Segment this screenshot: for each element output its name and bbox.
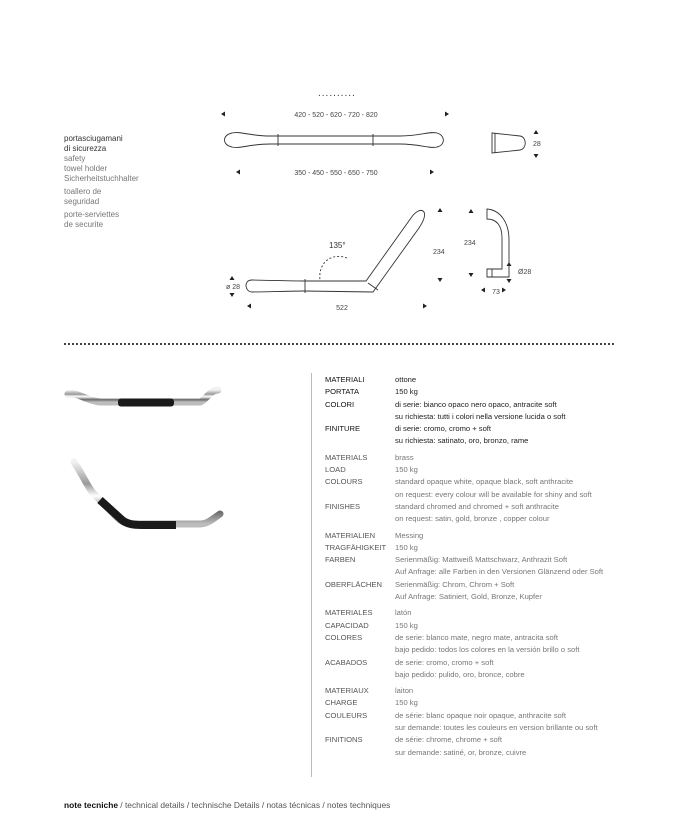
spec-key: MATERIALI <box>325 375 365 384</box>
spec-row <box>325 435 625 447</box>
spec-row <box>325 476 625 488</box>
arrow-right-icon <box>423 304 427 309</box>
dim-width: 522 <box>336 305 348 312</box>
spec-row <box>325 501 625 513</box>
spec-row <box>325 734 625 746</box>
arrow-down-icon <box>230 293 235 297</box>
spec-value: standard chromed and chromed + soft anthracite <box>395 501 559 511</box>
dim-bottom-lengths: 350 - 450 - 550 - 650 - 750 <box>294 170 378 177</box>
dim-depth: 73 <box>492 289 500 296</box>
spec-key <box>325 669 395 681</box>
spec-value: 150 kg <box>395 698 418 708</box>
spec-value: su richiesta: satinato, oro, bronzo, rame <box>395 436 529 446</box>
spec-key <box>325 591 395 603</box>
spec-key: PORTATA <box>325 387 360 397</box>
spec-value: 150 kg <box>395 465 418 475</box>
spec-key: MATERIALIEN <box>325 530 376 540</box>
spec-key <box>325 644 395 656</box>
spec-value: Messing <box>395 530 424 540</box>
spec-value: on request: satin, gold, bronze , copper colour <box>395 514 550 524</box>
spec-key: COLOURS <box>325 477 363 487</box>
spec-row <box>325 452 625 464</box>
end-profile <box>492 133 525 153</box>
spec-row <box>325 423 625 435</box>
spec-value: de série: blanc opaque noir opaque, anthracite soft <box>395 710 566 720</box>
spec-row <box>325 685 625 697</box>
spec-key <box>325 435 395 447</box>
spec-key <box>325 513 395 525</box>
spec-key: FARBEN <box>325 555 356 565</box>
spec-row <box>325 579 625 591</box>
spec-key <box>325 411 395 423</box>
arrow-down-icon <box>469 273 474 277</box>
dim-height-b: 234 <box>464 240 476 247</box>
straight-bar-outline <box>225 133 444 148</box>
spec-row <box>325 632 625 644</box>
product-name-line: seguridad <box>64 197 100 206</box>
angle-arc <box>320 256 347 280</box>
spec-row <box>325 722 625 734</box>
spec-value: sur demande: satiné, or, bronze, cuivre <box>395 747 527 757</box>
dim-diameter-right: Ø28 <box>518 269 532 276</box>
spec-key: FINITURE <box>325 424 361 434</box>
spec-key: MATERIALES <box>325 608 373 618</box>
spec-key: MATERIALS <box>325 452 368 462</box>
spec-row <box>325 411 625 423</box>
spec-value: Serienmäßig: Chrom, Chrom + Soft <box>395 579 515 589</box>
arrow-left-icon <box>481 288 485 293</box>
dim-end-height: 28 <box>533 141 541 148</box>
product-name-line: Sicherheitstuchhalter <box>64 174 139 183</box>
specs-block-fr <box>325 685 625 759</box>
spec-row <box>325 489 625 501</box>
spec-key <box>325 566 395 578</box>
spec-key <box>325 747 395 759</box>
spec-row <box>325 620 625 632</box>
spec-key: COULEURS <box>325 710 368 720</box>
specs-block-en <box>325 452 625 526</box>
section-divider <box>64 343 614 345</box>
vertical-divider <box>311 373 312 777</box>
spec-key: CAPACIDAD <box>325 620 369 630</box>
spec-value: sur demande: toutes les couleurs en version brillante ou soft <box>395 723 598 733</box>
spec-value: de serie: blanco mate, negro mate, antracita soft <box>395 632 558 642</box>
angled-bar-outline <box>246 210 425 292</box>
spec-value: de serie: cromo, cromo + soft <box>395 657 494 667</box>
spec-row <box>325 607 625 619</box>
specs-block-de <box>325 530 625 604</box>
spec-row <box>325 591 625 603</box>
product-name-line: porte-serviettes <box>64 210 120 219</box>
spec-key: MATERIAUX <box>325 686 369 696</box>
spec-value: latón <box>395 608 412 618</box>
top-dots: .......... <box>318 88 356 99</box>
spec-row <box>325 697 625 709</box>
arrow-right-icon <box>430 170 434 175</box>
dim-diameter-left: ø 28 <box>226 284 241 291</box>
spec-value: 150 kg <box>395 542 418 552</box>
spec-row <box>325 542 625 554</box>
spec-key: COLORES <box>325 632 363 642</box>
spec-key: CHARGE <box>325 698 358 708</box>
spec-row <box>325 464 625 476</box>
specs-table <box>325 374 625 763</box>
spec-key <box>325 722 395 734</box>
arrow-right-icon <box>445 112 449 117</box>
specs-block-it <box>325 374 625 448</box>
spec-value: brass <box>395 452 414 462</box>
spec-row <box>325 657 625 669</box>
spec-value: di serie: bianco opaco nero opaco, antracite soft <box>395 399 557 409</box>
spec-value: bajo pedido: todos los colores en la versión brillo o soft <box>395 645 580 655</box>
spec-row <box>325 399 625 411</box>
spec-key: TRAGFÄHIGKEIT <box>325 542 387 552</box>
specs-block-es <box>325 607 625 681</box>
arrow-up-icon <box>534 130 539 134</box>
dim-top-lengths: 420 - 520 - 620 - 720 - 820 <box>294 112 378 119</box>
spec-value: di serie: cromo, cromo + soft <box>395 424 492 434</box>
product-name-line: de securite <box>64 220 104 229</box>
product-name-line: di sicurezza <box>64 144 107 153</box>
spec-row <box>325 530 625 542</box>
spec-row <box>325 386 625 398</box>
footer-title: note tecniche <box>64 800 118 810</box>
footer-languages: / technical details / technische Details / notas técnicas / notes techniques <box>117 800 391 810</box>
spec-key: FINISHES <box>325 501 361 511</box>
spec-value: Auf Anfrage: alle Farben in den Versionen Glänzend oder Soft <box>395 567 604 577</box>
arrow-up-icon <box>469 209 474 213</box>
arrow-down-icon <box>507 279 512 283</box>
product-name-line: towel holder <box>64 164 108 173</box>
spec-value: Serienmäßig: Mattweiß Mattschwarz, Anthrazit Soft <box>395 555 568 565</box>
spec-row <box>325 710 625 722</box>
spec-row <box>325 554 625 566</box>
spec-value: Auf Anfrage: Satiniert, Gold, Bronze, Kupfer <box>395 592 542 602</box>
spec-value: 150 kg <box>395 387 418 397</box>
spec-value: laiton <box>395 686 414 696</box>
photo-straight-bar <box>68 390 218 407</box>
arrow-left-icon <box>247 304 251 309</box>
arrow-up-icon <box>438 208 443 212</box>
spec-value: 150 kg <box>395 620 418 630</box>
spec-key: ACABADOS <box>325 657 368 667</box>
arrow-down-icon <box>438 278 443 282</box>
product-name-line: portasciugamani <box>64 134 123 143</box>
footer-note <box>64 800 390 810</box>
spec-value: on request: every colour will be available for shiny and soft <box>395 489 592 499</box>
spec-key <box>325 489 395 501</box>
spec-row <box>325 513 625 525</box>
side-profile <box>487 209 509 277</box>
spec-value: de série: chrome, chrome + soft <box>395 735 502 745</box>
spec-value: standard opaque white, opaque black, soft anthracite <box>395 477 574 487</box>
spec-row <box>325 374 625 386</box>
spec-value: su richiesta: tutti i colori nella versione lucida o soft <box>395 411 566 421</box>
arrow-right-icon <box>502 288 506 293</box>
spec-row <box>325 566 625 578</box>
arrow-left-icon <box>236 170 240 175</box>
dim-height-a: 234 <box>433 249 445 256</box>
arrow-up-icon <box>230 276 235 280</box>
spec-value: ottone <box>395 375 417 384</box>
spec-row <box>325 669 625 681</box>
arrow-down-icon <box>534 154 539 158</box>
dim-angle: 135° <box>329 241 346 250</box>
spec-row <box>325 644 625 656</box>
spec-value: bajo pedido: pulido, oro, bronce, cobre <box>395 669 525 679</box>
spec-row <box>325 747 625 759</box>
photo-angled-bar <box>74 462 220 525</box>
spec-key: COLORI <box>325 399 355 409</box>
spec-key: LOAD <box>325 465 346 475</box>
product-name-line: toallero de <box>64 187 102 196</box>
spec-key: FINITIONS <box>325 735 363 745</box>
spec-key: OBERFLÄCHEN <box>325 579 382 589</box>
product-name-line: safety <box>64 154 86 163</box>
arrow-left-icon <box>221 112 225 117</box>
